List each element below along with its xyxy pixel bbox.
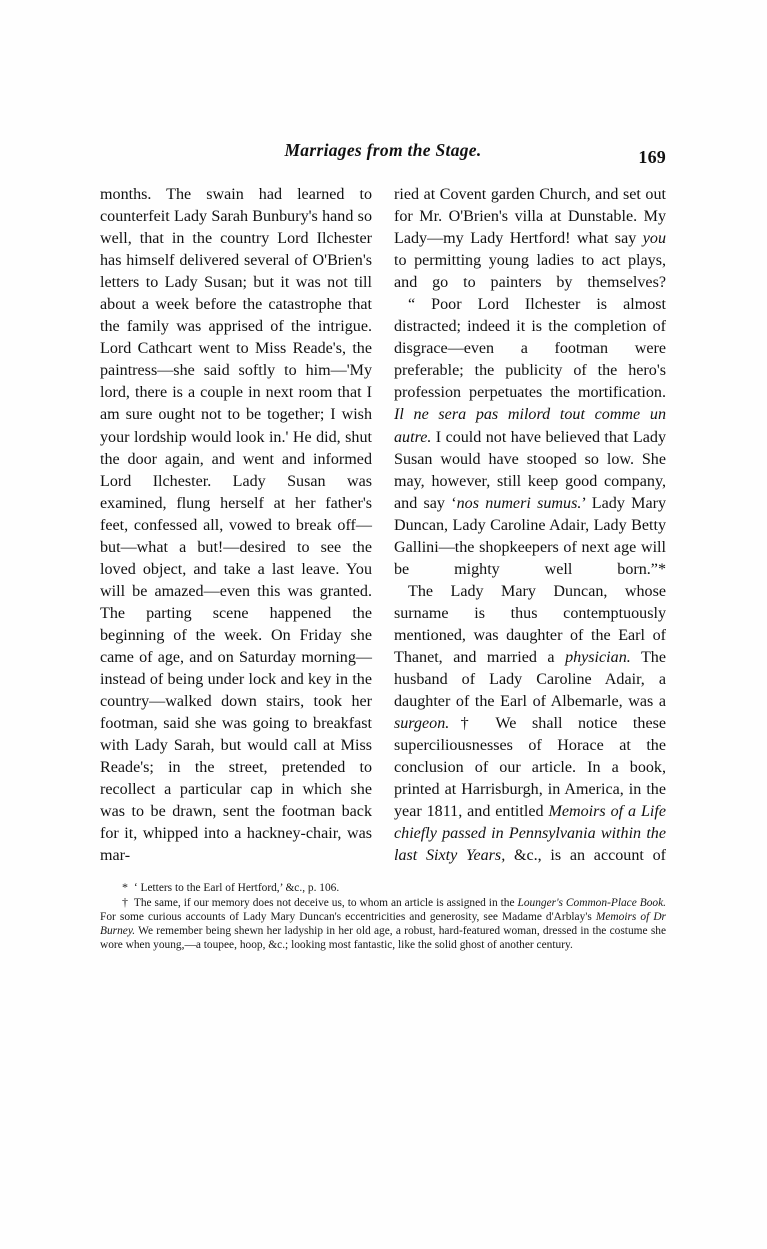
paragraph [394,184,666,294]
text-run: The Lady Mary Duncan, whose surname is thus contemptuously mentioned, was daughter of the Earl of Thanet, and married a [394,582,666,666]
column-left [100,184,372,867]
italic-run: physician. [565,648,631,666]
italic-run: Il ne sera pas milord tout comme un autre. [394,406,666,446]
text-run: “ Poor Lord Ilchester is almost distracted; indeed it is the completion of disgrace—even a footman were preferable; the publicity of the hero's profession perpetuates the mortification. [394,296,666,402]
text-run: &c., is an account of [505,847,666,865]
italic-run: Lounger's Common-Place Book. [517,897,666,910]
footnote-marker: † [122,895,129,910]
text-run: I could not have believed that Lady Susan would have stooped so low. She may, however, still keep good company, and say ‘ [394,428,666,512]
text-run: We remember being shewn her ladyship in her old age, a robust, hard-featured woman, dressed in the costume she wore when young,—a toupee, hoop, &c.; looking most fantastic, like the solid ghost of another century. [100,925,666,952]
italic-run: Memoirs of Dr Burney. [100,911,666,938]
text-run: ried at Covent garden Church, and set out for Mr. O'Brien's villa at Dunstable. My Lady—my Lady Hertford! what say [394,186,666,248]
text-run: The husband of Lady Caroline Adair, a daughter of the Earl of Albemarle, was a [394,648,666,711]
italic-run: surgeon. [394,715,450,733]
running-head-title: Marriages from the Stage. [284,140,482,160]
italic-run: nos numeri sumus. [456,494,582,512]
footnote [100,896,666,953]
text-columns [100,184,666,867]
paragraph [100,184,372,867]
text-run: ’ Lady Mary Duncan, Lady Caroline Adair, Lady Betty Gallini—the shopkeepers of next age will be mighty well born.”* [394,494,666,578]
paragraph [394,294,666,581]
page-number: 169 [638,147,666,167]
italic-run: you [642,230,666,248]
footnote-marker: * [122,880,128,895]
footnote-list [100,881,666,953]
paragraph [394,581,666,868]
text-run: † We shall notice these superciliousnesses of Horace at the conclusion of our article. In a book, printed at Harrisburgh, in America, in the year 1811, and entitled [394,715,666,821]
footnotes-block [100,881,666,953]
italic-run: Memoirs of a Life chiefly passed in Pennsylvania within the last Sixty Years, [394,803,666,865]
text-run: to permitting young ladies to act plays, and go to painters by themselves? [394,252,666,292]
text-run: ‘ Letters to the Earl of Hertford,’ &c., p. 106. [131,882,340,895]
text-run: The same, if our memory does not deceive us, to whom an article is assigned in the [131,897,518,910]
running-head [100,140,666,170]
footnote [100,881,666,896]
page-content [100,140,666,953]
text-run: For some curious accounts of Lady Mary Duncan's eccentricities and generosity, see Madame d'Arblay's [100,911,596,924]
text-run: months. The swain had learned to counterfeit Lady Sarah Bunbury's hand so well, that in the country Lord Ilchester has himself delivered several of O'Brien's letters to Lady Susan; but it was not till about a week before the catastrophe that the family was apprised of the intrigue. Lord Cathcart went to Miss Reade's, the paintress—she said softly to him—'My lord, there is a couple in next room that I am sure ought not to be together; I wish your lordship would look in.' He did, shut the door again, and went and informed Lord Ilchester. Lady Susan was examined, flung herself at her father's feet, confessed all, vowed to break off—but—what a but!—desired to see the loved object, and take a last leave. You will be amazed—even this was granted. The parting scene happened the beginning of the week. On Friday she came of age, and on Saturday morning—instead of being under lock and key in the country—walked down stairs, took her footman, said she was going to breakfast with Lady Sarah, but would call at Miss Reade's; in the street, pretended to recollect a particular cap in which she was to be drawn, sent the footman back for it, whipped into a hackney-chair, was mar- [100,186,372,865]
column-right [394,184,666,867]
